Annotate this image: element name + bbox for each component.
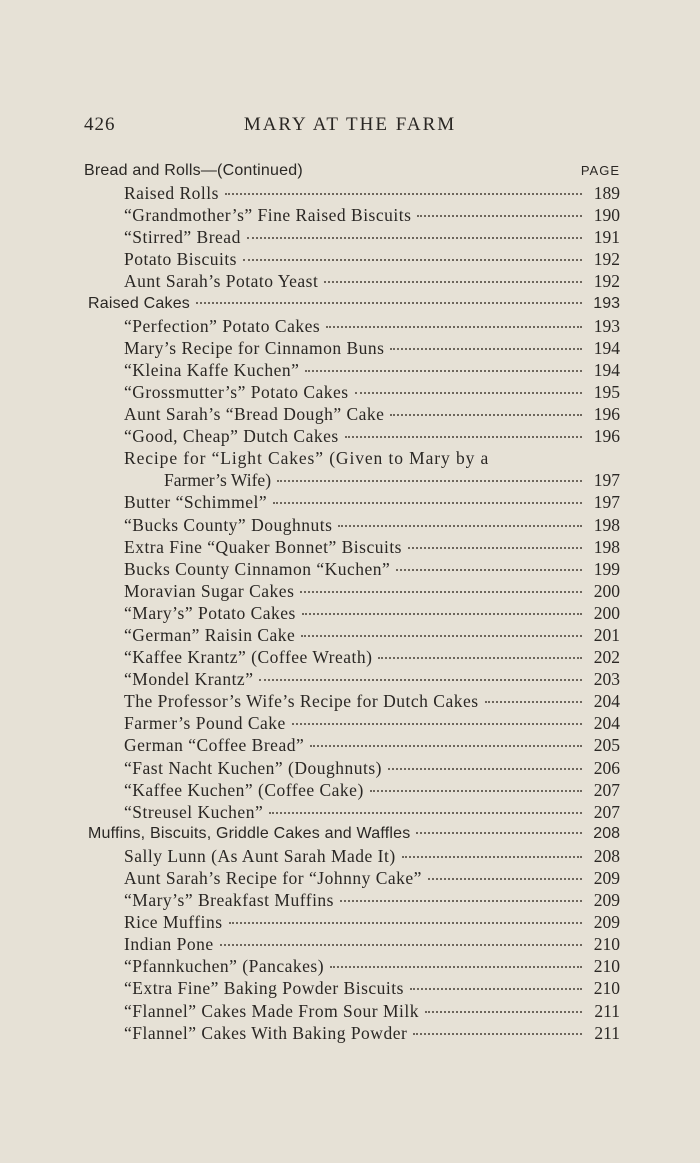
book-title: MARY AT THE FARM [243, 114, 457, 135]
toc-entry [84, 315, 620, 337]
dot-leader [388, 767, 582, 770]
toc-entry [84, 580, 620, 602]
toc-section-heading [84, 293, 620, 315]
toc-entry [84, 1000, 620, 1022]
toc-entry-title: “Mary’s” Breakfast Muffins [124, 890, 334, 911]
toc-entry-page-number: 209 [593, 890, 620, 911]
running-head [84, 114, 616, 140]
toc-entry [84, 226, 620, 248]
toc-entry-page-number: 193 [593, 315, 620, 336]
toc-entry [84, 248, 620, 270]
dot-leader [273, 501, 582, 504]
table-of-contents [84, 160, 620, 1044]
dot-leader [277, 479, 582, 482]
toc-entry-title: Extra Fine “Quaker Bonnet” Biscuits [124, 536, 402, 557]
toc-entry-page-number: 200 [593, 602, 620, 623]
toc-entry-page-number: 198 [593, 514, 620, 535]
toc-entry-title: “Pfannkuchen” (Pancakes) [124, 956, 325, 977]
toc-entry-title: Indian Pone [124, 934, 214, 955]
toc-entry-page-number: 197 [593, 470, 620, 491]
toc-entry-page-number: 197 [593, 492, 620, 513]
toc-entry-page-number: 211 [594, 1000, 620, 1021]
toc-entry-title: Muffins, Biscuits, Griddle Cakes and Waffles [88, 824, 411, 842]
dot-leader [338, 524, 582, 527]
toc-entry [84, 558, 620, 580]
dot-leader [269, 811, 582, 814]
dot-leader [305, 369, 582, 372]
toc-entry [84, 447, 620, 469]
toc-entry-page-number: 192 [593, 271, 620, 292]
toc-entry-title: “Good, Cheap” Dutch Cakes [124, 426, 339, 447]
toc-entry-page-number: 200 [593, 580, 620, 601]
toc-entry-list [84, 182, 620, 1044]
toc-entry-title: “Flannel” Cakes Made From Sour Milk [124, 1000, 420, 1021]
toc-entry-title: Aunt Sarah’s Potato Yeast [124, 271, 319, 292]
toc-entry [84, 734, 620, 756]
toc-entry-title: “Grandmother’s” Fine Raised Biscuits [124, 205, 412, 226]
toc-entry-title: Raised Cakes [88, 294, 191, 312]
dot-leader [247, 236, 582, 239]
toc-entry-page-number: 204 [593, 713, 620, 734]
toc-entry-page-number: 211 [594, 1022, 620, 1043]
toc-entry-title: Sally Lunn (As Aunt Sarah Made It) [124, 845, 396, 866]
toc-entry-title: “Kaffee Kuchen” (Coffee Cake) [124, 779, 364, 800]
toc-entry-page-number: 192 [593, 249, 620, 270]
toc-entry [84, 469, 620, 491]
toc-entry-title: Potato Biscuits [124, 249, 237, 270]
toc-entry-page-number: 193 [593, 294, 620, 312]
dot-leader [300, 590, 582, 593]
toc-entry [84, 425, 620, 447]
toc-entry-title: Farmer’s Wife) [164, 470, 272, 491]
toc-entry-title: German “Coffee Bread” [124, 735, 305, 756]
toc-entry-page-number: 195 [593, 381, 620, 402]
toc-entry-page-number: 203 [593, 669, 620, 690]
dot-leader [345, 435, 582, 438]
toc-entry [84, 646, 620, 668]
toc-entry [84, 712, 620, 734]
toc-entry [84, 911, 620, 933]
toc-entry-page-number: 196 [593, 404, 620, 425]
toc-entry-page-number: 206 [593, 757, 620, 778]
dot-leader [390, 413, 582, 416]
toc-entry-title: “Perfection” Potato Cakes [124, 315, 321, 336]
toc-entry [84, 337, 620, 359]
toc-entry-page-number: 191 [593, 227, 620, 248]
toc-entry [84, 690, 620, 712]
toc-entry-title: Butter “Schimmel” [124, 492, 268, 513]
toc-entry-page-number: 196 [593, 426, 620, 447]
dot-leader [390, 347, 582, 350]
toc-entry-title: “Mondel Krantz” [124, 669, 254, 690]
dot-leader [292, 722, 582, 725]
dot-leader [355, 391, 582, 394]
dot-leader [402, 855, 582, 858]
dot-leader [220, 943, 582, 946]
toc-entry [84, 403, 620, 425]
dot-leader [378, 656, 582, 659]
toc-entry [84, 491, 620, 513]
toc-entry [84, 933, 620, 955]
page-number: 426 [84, 114, 116, 135]
toc-entry [84, 955, 620, 977]
dot-leader [396, 568, 582, 571]
toc-entry-page-number: 199 [593, 558, 620, 579]
toc-entry [84, 359, 620, 381]
dot-leader [485, 700, 582, 703]
dot-leader [310, 744, 582, 747]
toc-entry-page-number: 210 [593, 956, 620, 977]
toc-entry-page-number: 205 [593, 735, 620, 756]
toc-entry [84, 624, 620, 646]
dot-leader [301, 634, 582, 637]
toc-entry [84, 668, 620, 690]
toc-entry [84, 204, 620, 226]
toc-entry-page-number: 208 [593, 845, 620, 866]
dot-leader [225, 192, 582, 195]
toc-entry [84, 867, 620, 889]
toc-entry-title: Mary’s Recipe for Cinnamon Buns [124, 337, 385, 358]
toc-entry-title: “Extra Fine” Baking Powder Biscuits [124, 978, 404, 999]
toc-entry-page-number: 209 [593, 912, 620, 933]
dot-leader [196, 301, 582, 304]
toc-entry [84, 801, 620, 823]
toc-entry-title: Aunt Sarah’s Recipe for “Johnny Cake” [124, 868, 422, 888]
dot-leader [408, 546, 582, 549]
toc-entry-page-number: 190 [593, 205, 620, 226]
section-heading-text: Bread and Rolls—(Continued) [84, 162, 303, 179]
dot-leader [425, 1010, 582, 1013]
toc-entry-title: The Professor’s Wife’s Recipe for Dutch Cakes [124, 691, 479, 712]
toc-entry [84, 845, 620, 867]
toc-entry-title: “Mary’s” Potato Cakes [124, 602, 296, 623]
toc-entry-title: “Grossmutter’s” Potato Cakes [124, 381, 349, 402]
dot-leader [229, 921, 582, 924]
dot-leader [370, 789, 582, 792]
toc-entry-title: “Bucks County” Doughnuts [124, 514, 333, 535]
toc-entry-title: “Flannel” Cakes With Baking Powder [124, 1022, 408, 1043]
toc-entry-page-number: 201 [593, 624, 620, 645]
dot-leader [417, 214, 582, 217]
toc-entry [84, 270, 620, 292]
dot-leader [302, 612, 582, 615]
toc-entry-page-number: 189 [593, 183, 620, 204]
toc-entry-title: Aunt Sarah’s “Bread Dough” Cake [124, 404, 385, 425]
toc-entry-title: “Stirred” Bread [124, 227, 241, 248]
toc-entry-title: “German” Raisin Cake [124, 624, 296, 645]
dot-leader [416, 831, 582, 834]
toc-entry-title: Farmer’s Pound Cake [124, 713, 286, 734]
toc-entry [84, 514, 620, 536]
toc-entry [84, 889, 620, 911]
toc-entry-page-number: 194 [593, 359, 620, 380]
toc-entry-title: Recipe for “Light Cakes” (Given to Mary by a [124, 448, 490, 469]
toc-entry-title: Moravian Sugar Cakes [124, 580, 295, 601]
toc-entry-page-number: 209 [593, 868, 620, 888]
toc-entry [84, 757, 620, 779]
toc-section-heading [84, 823, 620, 845]
toc-entry-title: Rice Muffins [124, 912, 223, 933]
toc-entry-page-number: 194 [593, 337, 620, 358]
dot-leader [326, 325, 582, 328]
toc-entry-title: Bucks County Cinnamon “Kuchen” [124, 558, 391, 579]
toc-entry-title: Raised Rolls [124, 183, 219, 204]
toc-entry-page-number: 202 [593, 647, 620, 668]
toc-entry-page-number: 210 [593, 978, 620, 999]
page-column-label: PAGE [580, 163, 620, 178]
toc-entry-page-number: 210 [593, 934, 620, 955]
dot-leader [428, 877, 582, 880]
toc-entry-page-number: 207 [593, 801, 620, 822]
dot-leader [259, 678, 582, 681]
dot-leader [340, 899, 582, 902]
toc-entry-page-number: 198 [593, 536, 620, 557]
toc-entry-title: “Fast Nacht Kuchen” (Doughnuts) [124, 757, 383, 778]
dot-leader [243, 258, 582, 261]
toc-entry-title: “Kleina Kaffe Kuchen” [124, 359, 300, 380]
toc-entry-title: “Streusel Kuchen” [124, 801, 264, 822]
toc-entry [84, 1022, 620, 1044]
dot-leader [410, 987, 582, 990]
toc-entry [84, 779, 620, 801]
toc-entry [84, 977, 620, 999]
toc-entry [84, 182, 620, 204]
toc-entry-title: “Kaffee Krantz” (Coffee Wreath) [124, 647, 373, 668]
toc-entry-page-number: 204 [593, 691, 620, 712]
dot-leader [330, 965, 582, 968]
toc-entry-page-number: 207 [593, 779, 620, 800]
toc-entry [84, 536, 620, 558]
dot-leader [324, 280, 582, 283]
toc-entry [84, 602, 620, 624]
toc-entry-page-number: 208 [593, 824, 620, 842]
dot-leader [413, 1032, 582, 1035]
section-heading-continued [84, 160, 620, 182]
toc-entry [84, 381, 620, 403]
